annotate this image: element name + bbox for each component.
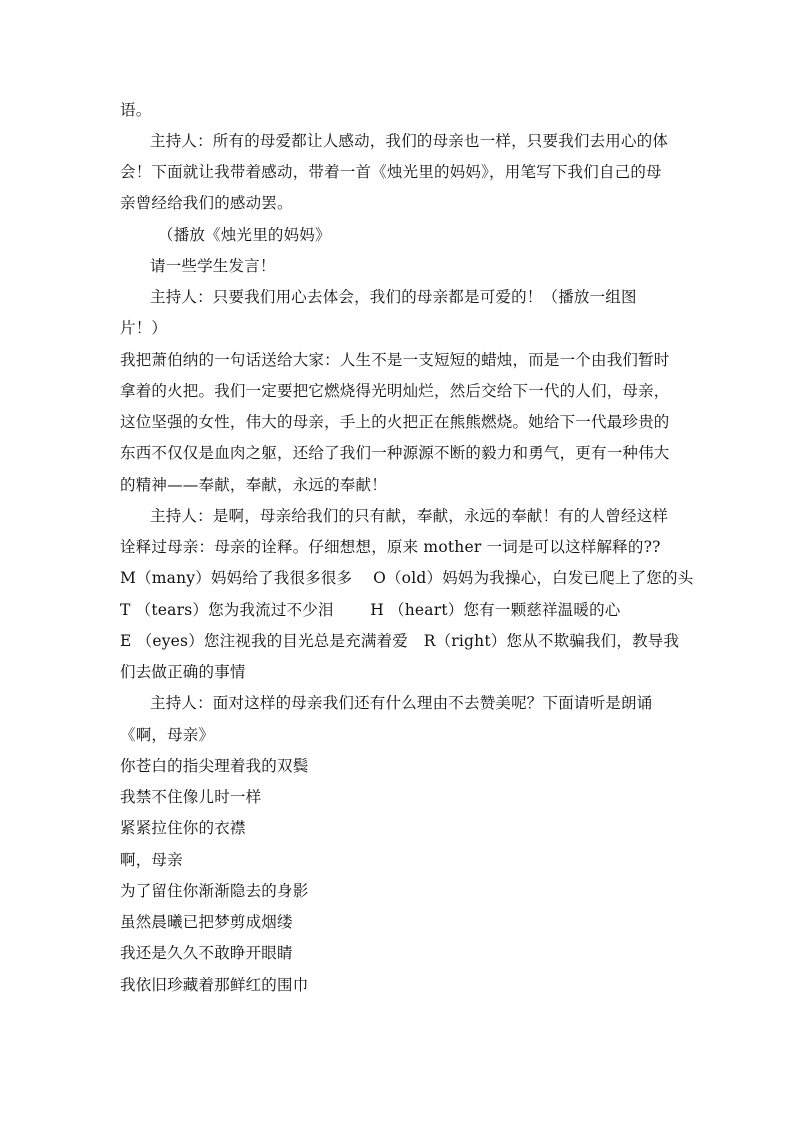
text-line: 们去做正确的事情 xyxy=(120,663,246,681)
text-line: 这位坚强的女性，伟大的母亲，手上的火把正在熊熊燃烧。她给下一代最珍贵的 xyxy=(120,413,670,431)
poem-line: 你苍白的指尖理着我的双鬓 xyxy=(120,757,309,775)
text-line: 《啊，母亲》 xyxy=(120,726,215,744)
text-line: 请一些学生发言！ xyxy=(150,257,276,275)
text-line: 主持人：只要我们用心去体会，我们的母亲都是可爱的！（播放一组图 xyxy=(150,288,637,306)
text-line: 我把萧伯纳的一句话送给大家：人生不是一支短短的蜡烛，而是一个由我们暂时 xyxy=(120,351,670,369)
poem-line: 我依旧珍藏着那鲜红的围巾 xyxy=(120,976,309,994)
text-line: 主持人：是啊，母亲给我们的只有献，奉献，永远的奉献！有的人曾经这样 xyxy=(150,507,669,525)
text-line: 主持人：所有的母爱都让人感动，我们的母亲也一样，只要我们去用心的体 xyxy=(150,132,669,150)
poem-line: 虽然晨曦已把梦剪成烟缕 xyxy=(120,913,293,931)
text-line: T （tears）您为我流过不少泪 H （heart）您有一颗慈祥温暖的心 xyxy=(120,601,621,619)
text-line: M（many）妈妈给了我很多很多 O（old）妈妈为我操心，白发已爬上了您的头 xyxy=(120,569,694,587)
text-line: 主持人：面对这样的母亲我们还有什么理由不去赞美呢？下面请听是朗诵 xyxy=(150,694,653,712)
poem-line: 为了留住你渐渐隐去的身影 xyxy=(120,882,309,900)
text-line: 会！下面就让我带着感动，带着一首《烛光里的妈妈》，用笔写下我们自己的母 xyxy=(120,163,662,181)
text-line: 东西不仅仅是血肉之躯，还给了我们一种源源不断的毅力和勇气，更有一种伟大 xyxy=(120,444,670,462)
text-line: 的精神——奉献，奉献，永远的奉献！ xyxy=(120,476,387,494)
poem-line: 我还是久久不敢睁开眼睛 xyxy=(120,944,293,962)
text-line: （播放《烛光里的妈妈》 xyxy=(158,226,331,244)
poem-line: 我禁不住像儿时一样 xyxy=(120,788,262,806)
poem-line: 啊，母亲 xyxy=(120,851,183,869)
text-line: 语。 xyxy=(120,101,152,119)
text-line: 亲曾经给我们的感动罢。 xyxy=(120,194,293,212)
text-line: 拿着的火把。我们一定要把它燃烧得光明灿烂，然后交给下一代的人们，母亲， xyxy=(120,382,670,400)
text-line: E （eyes）您注视我的目光总是充满着爱 R（right）您从不欺骗我们，教导我 xyxy=(120,632,680,650)
text-line: 诠释过母亲：母亲的诠释。仔细想想，原来 mother 一词是可以这样解释的?? xyxy=(120,538,661,556)
poem-line: 紧紧拉住你的衣襟 xyxy=(120,819,246,837)
text-line: 片！） xyxy=(120,319,168,337)
